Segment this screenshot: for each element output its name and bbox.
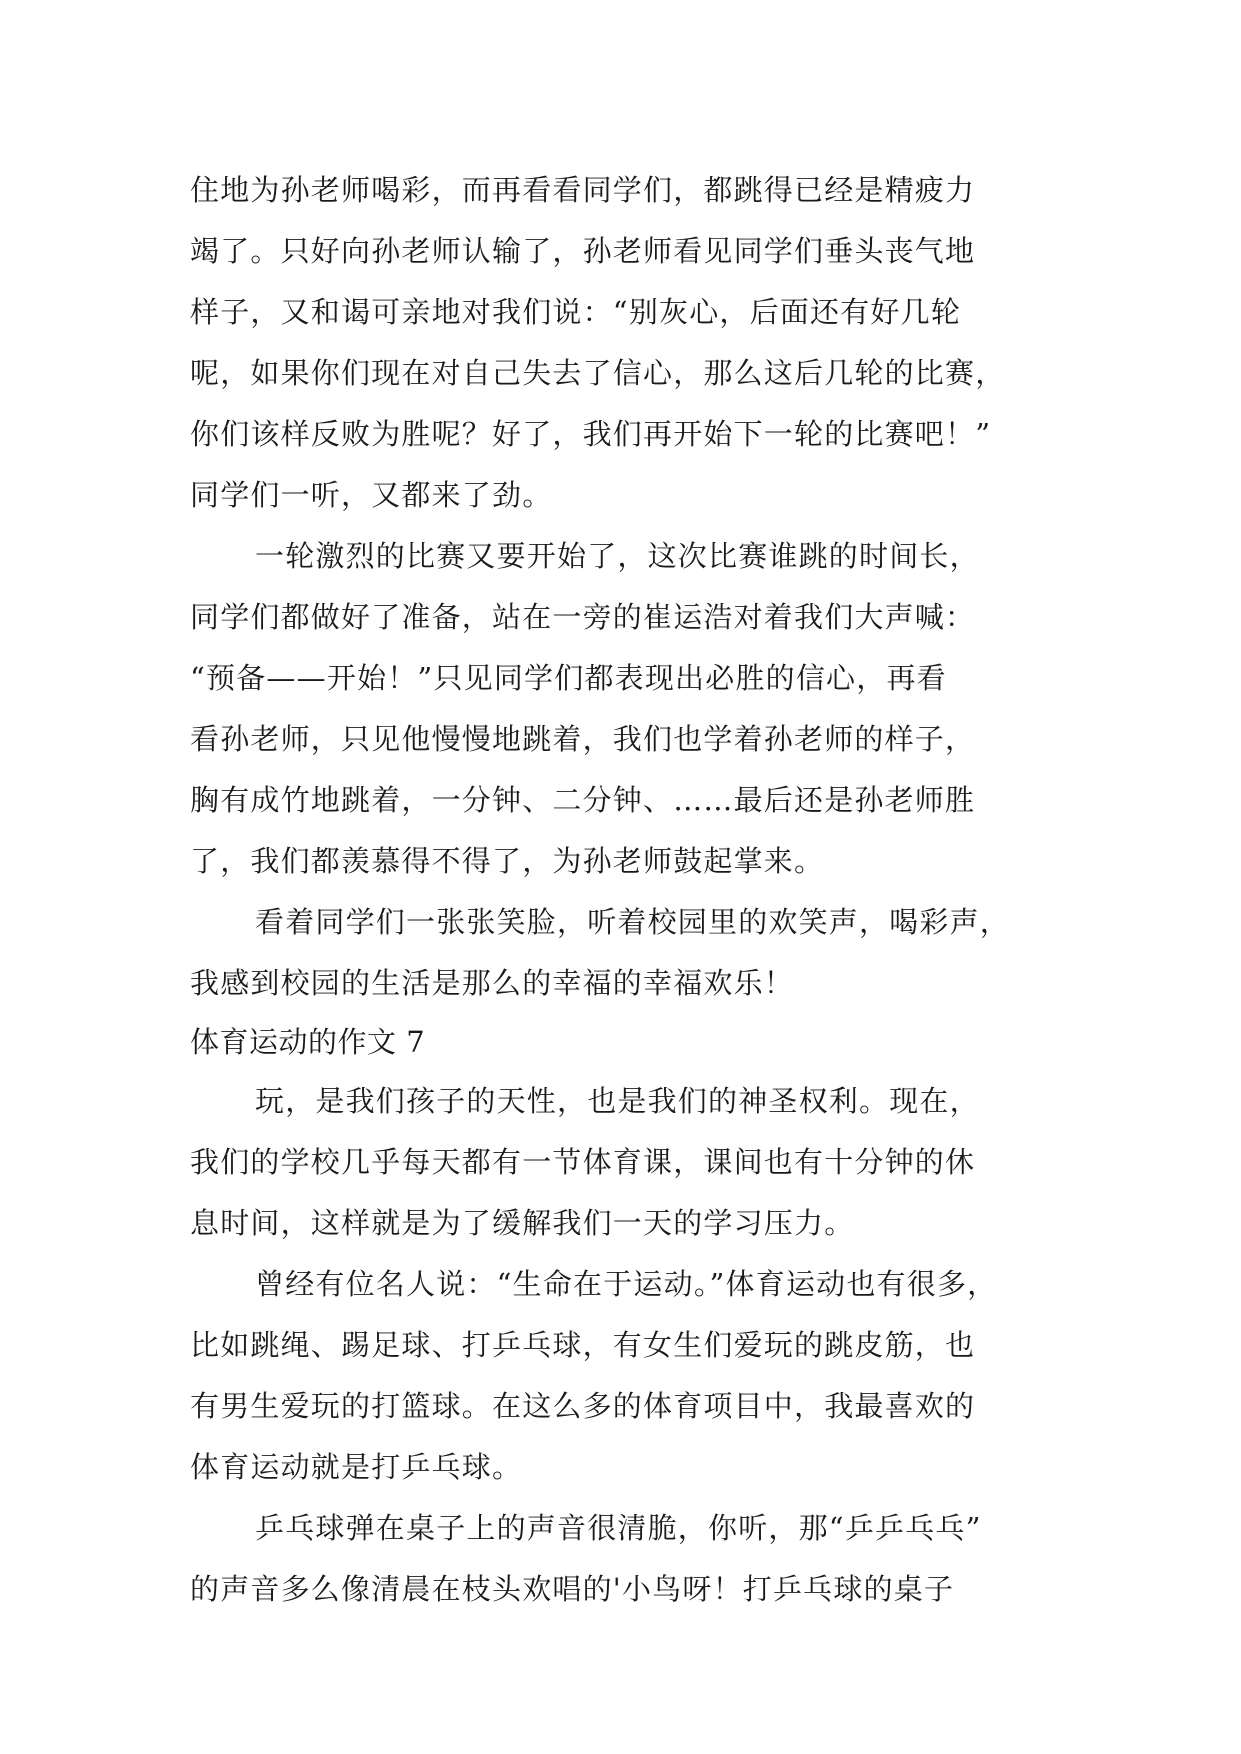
text-line: 同学们都做好了准备，站在一旁的崔运浩对着我们大声喊： bbox=[190, 600, 976, 634]
paragraph-first-line: 玩，是我们孩子的天性，也是我们的神圣权利。现在， bbox=[255, 1084, 980, 1118]
text-line: 我们的学校几乎每天都有一节体育课，课间也有十分钟的休 bbox=[190, 1145, 976, 1179]
text-line: 住地为孙老师喝彩，而再看看同学们，都跳得已经是精疲力 bbox=[190, 173, 976, 207]
paragraph-first-line: 曾经有位名人说：“生命在于运动。”体育运动也有很多， bbox=[255, 1267, 998, 1301]
text-line: 有男生爱玩的打篮球。在这么多的体育项目中，我最喜欢的 bbox=[190, 1389, 976, 1423]
text-line: 我感到校园的生活是那么的幸福的幸福欢乐！ bbox=[190, 966, 795, 1000]
text-line: 息时间，这样就是为了缓解我们一天的学习压力。 bbox=[190, 1206, 855, 1240]
text-line: 呢，如果你们现在对自己失去了信心，那么这后几轮的比赛， bbox=[190, 356, 1006, 390]
text-line: 你们该样反败为胜呢？好了，我们再开始下一轮的比赛吧！” bbox=[190, 417, 992, 451]
text-line: 比如跳绳、踢足球、打乒乓球，有女生们爱玩的跳皮筋，也 bbox=[190, 1328, 976, 1362]
text-line: 样子，又和谒可亲地对我们说：“别灰心，后面还有好几轮 bbox=[190, 295, 962, 329]
text-line: 竭了。只好向孙老师认输了，孙老师看见同学们垂头丧气地 bbox=[190, 234, 976, 268]
text-line: 胸有成竹地跳着，一分钟、二分钟、……最后还是孙老师胜 bbox=[190, 783, 976, 817]
paragraph-first-line: 乒乓球弹在桌子上的声音很清脆，你听，那“乒乒乓乓” bbox=[255, 1511, 982, 1545]
text-line: 体育运动就是打乒乓球。 bbox=[190, 1450, 523, 1484]
paragraph-first-line: 看着同学们一张张笑脸，听着校园里的欢笑声，喝彩声， bbox=[255, 905, 1011, 939]
text-line: 同学们一听，又都来了劲。 bbox=[190, 478, 553, 512]
text-line: 了，我们都羡慕得不得了，为孙老师鼓起掌来。 bbox=[190, 844, 825, 878]
text-line: 的声音多么像清晨在枝头欢唱的'小鸟呀！打乒乓球的桌子 bbox=[190, 1572, 955, 1606]
section-heading: 体育运动的作文 7 bbox=[190, 1025, 426, 1059]
paragraph-first-line: 一轮激烈的比赛又要开始了，这次比赛谁跳的时间长， bbox=[255, 539, 980, 573]
text-line: 看孙老师，只见他慢慢地跳着，我们也学着孙老师的样子， bbox=[190, 722, 976, 756]
text-line: “预备——开始！”只见同学们都表现出必胜的信心，再看 bbox=[190, 661, 947, 695]
